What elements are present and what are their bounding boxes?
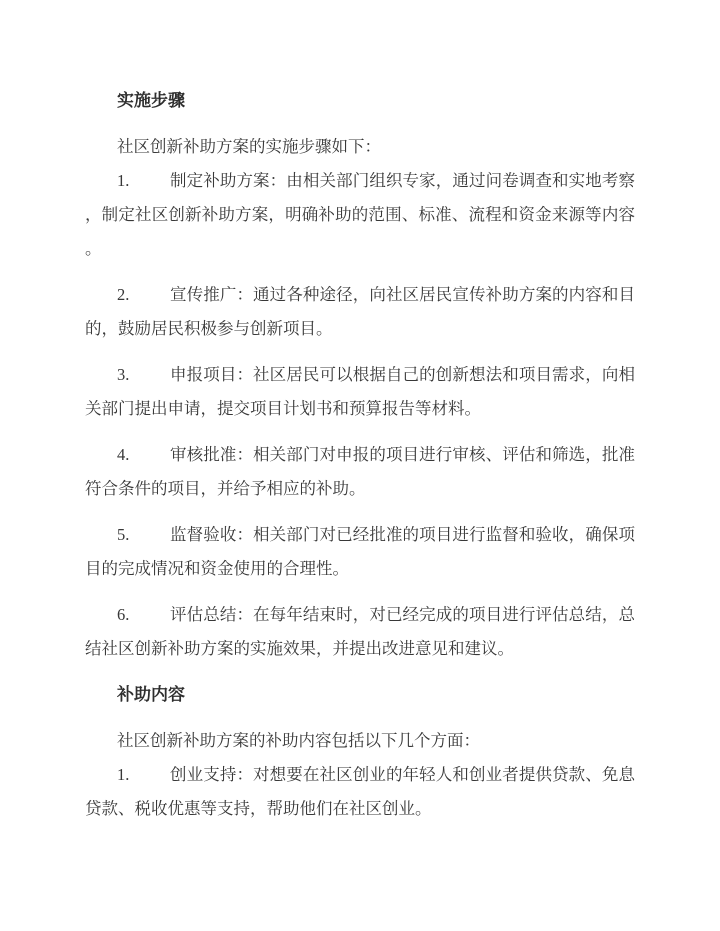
benefit-item-continuation-line: 贷款、税收优惠等支持，帮助他们在社区创业。 — [85, 799, 432, 818]
benefit-item-first-line — [85, 758, 635, 792]
section-heading-implementation-steps: 实施步骤 — [117, 91, 185, 110]
step-item-first-line — [85, 598, 635, 632]
step-item-1 — [85, 164, 635, 266]
step-item-continuation-line: 符合条件的项目，并给予相应的补助。 — [85, 479, 366, 498]
intro-paragraph-implementation: 社区创新补助方案的实施步骤如下： — [117, 137, 381, 156]
step-item-6 — [85, 598, 635, 666]
step-item-2 — [85, 278, 635, 346]
step-item-first-line — [85, 438, 635, 472]
step-item-continuation-line: ，制定社区创新补助方案，明确补助的范围、标准、流程和资金来源等内容 — [85, 205, 635, 224]
step-item-continuation-line: 关部门提出申请，提交项目计划书和预算报告等材料。 — [85, 399, 481, 418]
step-item-first-line — [85, 518, 635, 552]
benefit-item-1 — [85, 758, 635, 826]
list-text: 监督验收：相关部门对已经批准的项目进行监督和验收，确保项 — [170, 525, 635, 544]
step-item-5 — [85, 518, 635, 586]
step-item-4 — [85, 438, 635, 506]
list-text: 申报项目：社区居民可以根据自己的创新想法和项目需求，向相 — [170, 365, 635, 384]
list-number: 5. — [117, 525, 130, 544]
step-item-continuation-line: 。 — [85, 239, 102, 258]
list-text: 创业支持：对想要在社区创业的年轻人和创业者提供贷款、免息 — [170, 765, 635, 784]
list-number: 4. — [117, 445, 130, 464]
intro-paragraph-subsidy-content: 社区创新补助方案的补助内容包括以下几个方面： — [117, 731, 480, 750]
step-item-continuation-line: 的，鼓励居民积极参与创新项目。 — [85, 319, 333, 338]
step-item-3 — [85, 358, 635, 426]
step-item-first-line — [85, 358, 635, 392]
step-item-continuation-line: 结社区创新补助方案的实施效果，并提出改进意见和建议。 — [85, 639, 514, 658]
step-item-first-line — [85, 278, 635, 312]
list-number: 1. — [117, 171, 130, 190]
step-item-continuation-line: 目的完成情况和资金使用的合理性。 — [85, 559, 349, 578]
step-item-first-line — [85, 164, 635, 198]
list-number: 2. — [117, 285, 130, 304]
list-text: 评估总结：在每年结束时，对已经完成的项目进行评估总结，总 — [170, 605, 635, 624]
list-text: 制定补助方案：由相关部门组织专家，通过问卷调查和实地考察 — [170, 171, 635, 190]
list-number: 3. — [117, 365, 130, 384]
list-text: 审核批准：相关部门对申报的项目进行审核、评估和筛选，批准 — [170, 445, 635, 464]
list-number: 1. — [117, 765, 130, 784]
list-text: 宣传推广：通过各种途径，向社区居民宣传补助方案的内容和目 — [170, 285, 635, 304]
section-heading-subsidy-content: 补助内容 — [117, 685, 185, 704]
list-number: 6. — [117, 605, 130, 624]
